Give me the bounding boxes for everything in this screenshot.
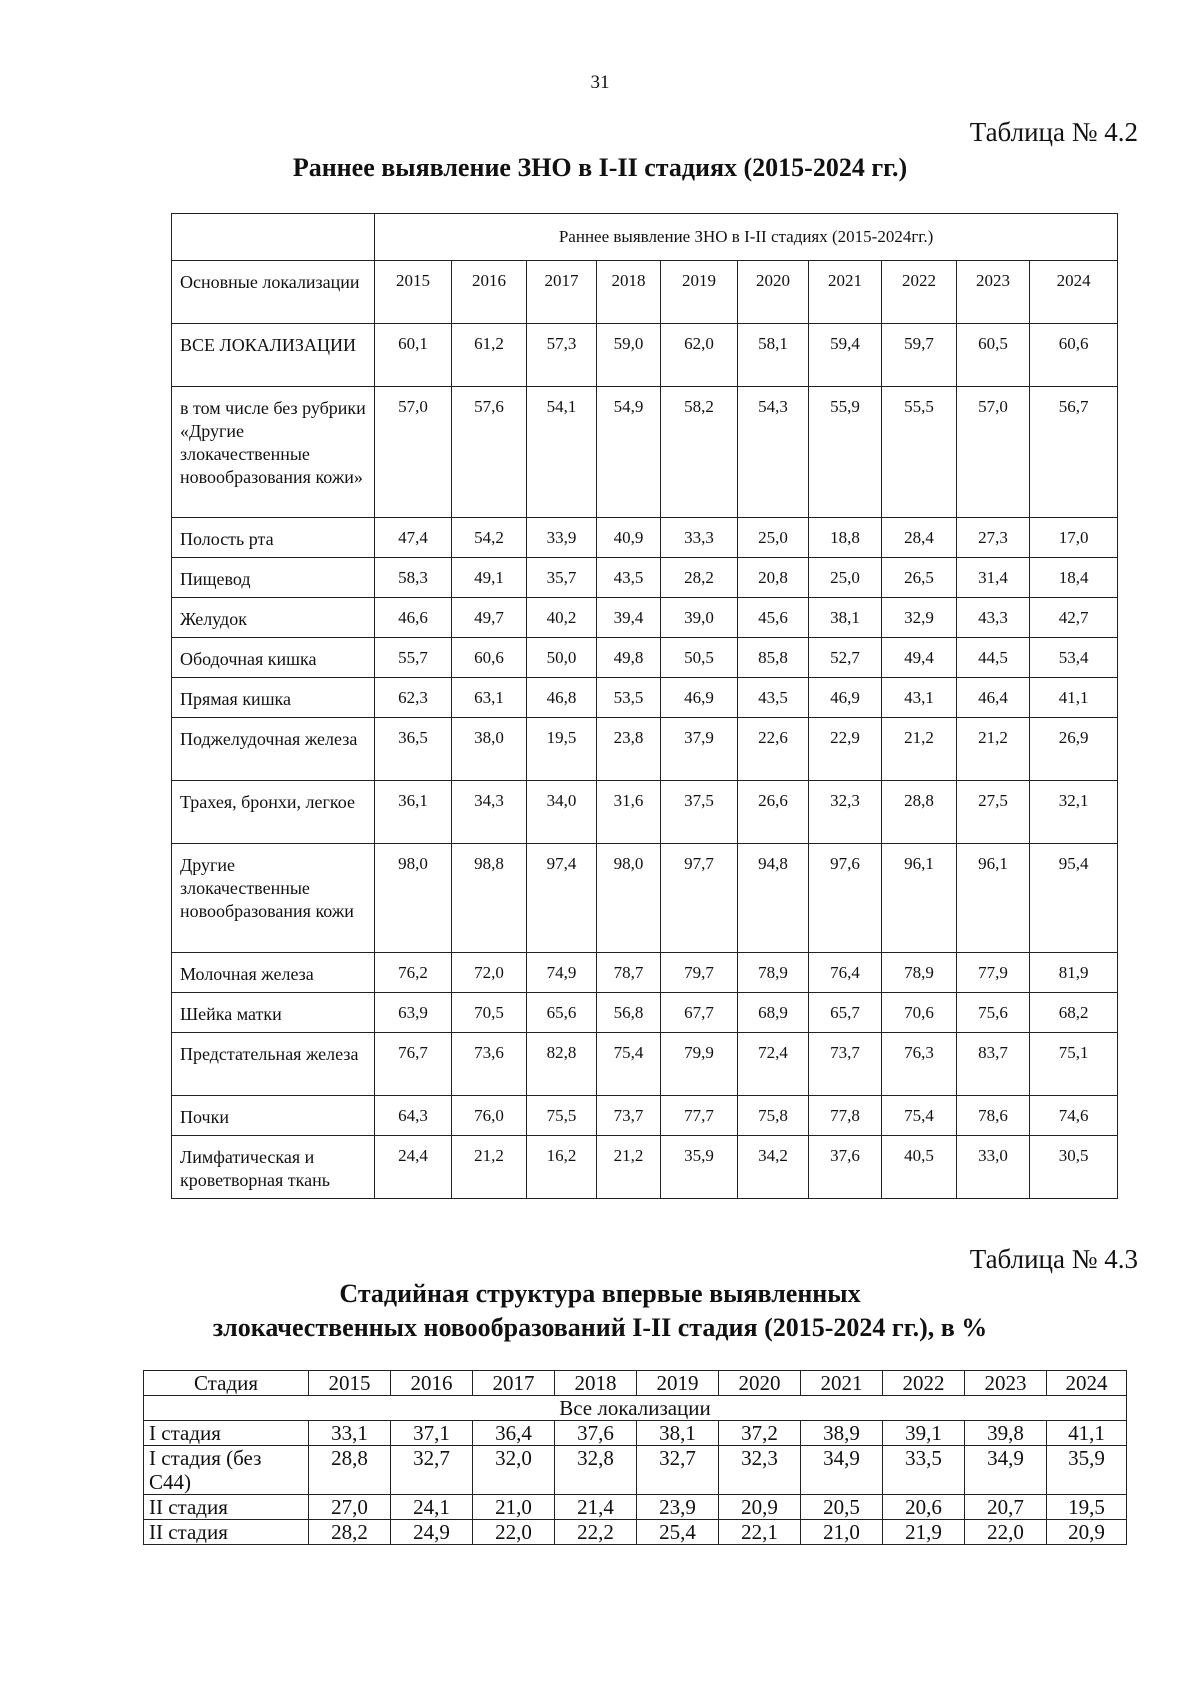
row-header-label: Основные локализации — [172, 261, 375, 324]
value-cell: 46,4 — [957, 678, 1030, 718]
value-cell: 73,6 — [452, 1033, 527, 1096]
year-header-cell: 2017 — [473, 1371, 555, 1396]
value-cell: 73,7 — [809, 1033, 882, 1096]
value-cell: 49,8 — [597, 638, 661, 678]
value-cell: 58,3 — [375, 558, 452, 598]
value-cell: 40,2 — [527, 598, 597, 638]
table-4-3 — [143, 1370, 1127, 1545]
value-cell: 32,0 — [473, 1446, 555, 1495]
value-cell: 56,8 — [597, 993, 661, 1033]
value-cell: 25,0 — [809, 558, 882, 598]
year-header-cell: 2015 — [375, 261, 452, 324]
row-label: Предстательная железа — [172, 1033, 375, 1096]
value-cell: 75,5 — [527, 1096, 597, 1136]
value-cell: 55,7 — [375, 638, 452, 678]
value-cell: 96,1 — [882, 844, 957, 953]
value-cell: 32,3 — [809, 781, 882, 844]
value-cell: 59,0 — [597, 324, 661, 387]
value-cell: 95,4 — [1030, 844, 1118, 953]
table-4-3-group-row — [144, 1396, 1127, 1421]
row-label: Другие злокачественные новообразования кожи — [172, 844, 375, 953]
value-cell: 76,2 — [375, 953, 452, 993]
value-cell: 59,7 — [882, 324, 957, 387]
value-cell: 74,9 — [527, 953, 597, 993]
value-cell: 77,9 — [957, 953, 1030, 993]
row-label: Трахея, бронхи, легкое — [172, 781, 375, 844]
value-cell: 70,6 — [882, 993, 957, 1033]
value-cell: 72,0 — [452, 953, 527, 993]
value-cell: 68,9 — [738, 993, 809, 1033]
table-row — [172, 558, 1118, 598]
table-row — [144, 1520, 1127, 1545]
value-cell: 32,9 — [882, 598, 957, 638]
year-header-cell: 2018 — [597, 261, 661, 324]
value-cell: 73,7 — [597, 1096, 661, 1136]
value-cell: 20,9 — [719, 1495, 801, 1520]
row-label: Почки — [172, 1096, 375, 1136]
value-cell: 49,7 — [452, 598, 527, 638]
value-cell: 78,7 — [597, 953, 661, 993]
value-cell: 22,9 — [809, 718, 882, 781]
value-cell: 57,6 — [452, 387, 527, 518]
value-cell: 37,6 — [809, 1136, 882, 1199]
value-cell: 76,3 — [882, 1033, 957, 1096]
value-cell: 57,0 — [375, 387, 452, 518]
table-row — [172, 1096, 1118, 1136]
year-header-cell: 2022 — [882, 261, 957, 324]
year-header-cell: 2020 — [738, 261, 809, 324]
value-cell: 21,2 — [597, 1136, 661, 1199]
value-cell: 65,6 — [527, 993, 597, 1033]
stage-label: II стадия — [144, 1495, 309, 1520]
table-row — [144, 1421, 1127, 1446]
table-row — [172, 781, 1118, 844]
value-cell: 33,3 — [661, 518, 738, 558]
value-cell: 23,9 — [637, 1495, 719, 1520]
value-cell: 21,0 — [473, 1495, 555, 1520]
value-cell: 31,4 — [957, 558, 1030, 598]
value-cell: 20,7 — [965, 1495, 1047, 1520]
table-row — [144, 1446, 1127, 1495]
value-cell: 50,0 — [527, 638, 597, 678]
row-label: Полость рта — [172, 518, 375, 558]
value-cell: 34,0 — [527, 781, 597, 844]
table-4-3-title-line1: Стадийная структура впервые выявленных — [339, 1279, 861, 1308]
value-cell: 22,6 — [738, 718, 809, 781]
value-cell: 28,2 — [661, 558, 738, 598]
table-row — [172, 1136, 1118, 1199]
year-header-cell: 2019 — [661, 261, 738, 324]
table-row — [172, 844, 1118, 953]
value-cell: 70,5 — [452, 993, 527, 1033]
value-cell: 57,3 — [527, 324, 597, 387]
value-cell: 85,8 — [738, 638, 809, 678]
value-cell: 54,3 — [738, 387, 809, 518]
table-row — [172, 598, 1118, 638]
value-cell: 54,9 — [597, 387, 661, 518]
value-cell: 75,4 — [882, 1096, 957, 1136]
value-cell: 96,1 — [957, 844, 1030, 953]
value-cell: 46,6 — [375, 598, 452, 638]
value-cell: 62,3 — [375, 678, 452, 718]
row-label: в том числе без рубрики «Другие злокачественные новообразования кожи» — [172, 387, 375, 518]
value-cell: 16,2 — [527, 1136, 597, 1199]
value-cell: 28,8 — [882, 781, 957, 844]
table-row — [172, 993, 1118, 1033]
value-cell: 45,6 — [738, 598, 809, 638]
row-label: Молочная железа — [172, 953, 375, 993]
year-header-cell: 2016 — [391, 1371, 473, 1396]
value-cell: 26,5 — [882, 558, 957, 598]
value-cell: 65,7 — [809, 993, 882, 1033]
group-label: Все локализации — [144, 1396, 1127, 1421]
value-cell: 20,8 — [738, 558, 809, 598]
value-cell: 42,7 — [1030, 598, 1118, 638]
value-cell: 30,5 — [1030, 1136, 1118, 1199]
value-cell: 59,4 — [809, 324, 882, 387]
value-cell: 40,9 — [597, 518, 661, 558]
value-cell: 22,0 — [473, 1520, 555, 1545]
value-cell: 38,1 — [809, 598, 882, 638]
table-4-2-header-row-2 — [172, 261, 1118, 324]
value-cell: 37,6 — [555, 1421, 637, 1446]
value-cell: 27,0 — [309, 1495, 391, 1520]
value-cell: 26,9 — [1030, 718, 1118, 781]
page-number: 31 — [590, 72, 610, 93]
row-label: Шейка матки — [172, 993, 375, 1033]
value-cell: 36,1 — [375, 781, 452, 844]
value-cell: 58,2 — [661, 387, 738, 518]
value-cell: 56,7 — [1030, 387, 1118, 518]
value-cell: 38,1 — [637, 1421, 719, 1446]
value-cell: 55,5 — [882, 387, 957, 518]
value-cell: 61,2 — [452, 324, 527, 387]
value-cell: 34,2 — [738, 1136, 809, 1199]
value-cell: 72,4 — [738, 1033, 809, 1096]
value-cell: 49,4 — [882, 638, 957, 678]
empty-corner-cell — [172, 214, 375, 261]
value-cell: 23,8 — [597, 718, 661, 781]
value-cell: 54,2 — [452, 518, 527, 558]
value-cell: 21,2 — [882, 718, 957, 781]
merged-header: Раннее выявление ЗНО в I-II стадиях (2015-2024гг.) — [375, 214, 1118, 261]
value-cell: 31,6 — [597, 781, 661, 844]
value-cell: 37,5 — [661, 781, 738, 844]
value-cell: 33,5 — [883, 1446, 965, 1495]
value-cell: 27,5 — [957, 781, 1030, 844]
year-header-cell: 2016 — [452, 261, 527, 324]
value-cell: 34,9 — [965, 1446, 1047, 1495]
value-cell: 76,7 — [375, 1033, 452, 1096]
value-cell: 28,4 — [882, 518, 957, 558]
value-cell: 39,8 — [965, 1421, 1047, 1446]
value-cell: 32,7 — [637, 1446, 719, 1495]
value-cell: 39,1 — [883, 1421, 965, 1446]
year-header-cell: 2020 — [719, 1371, 801, 1396]
value-cell: 27,3 — [957, 518, 1030, 558]
value-cell: 37,1 — [391, 1421, 473, 1446]
year-header-cell: 2023 — [965, 1371, 1047, 1396]
value-cell: 33,0 — [957, 1136, 1030, 1199]
value-cell: 28,8 — [309, 1446, 391, 1495]
row-label: Желудок — [172, 598, 375, 638]
value-cell: 41,1 — [1030, 678, 1118, 718]
table-row — [172, 324, 1118, 387]
table-4-2 — [171, 213, 1118, 1199]
value-cell: 74,6 — [1030, 1096, 1118, 1136]
value-cell: 37,9 — [661, 718, 738, 781]
row-label: ВСЕ ЛОКАЛИЗАЦИИ — [172, 324, 375, 387]
stage-label: II стадия — [144, 1520, 309, 1545]
year-header-cell: 2021 — [801, 1371, 883, 1396]
value-cell: 32,3 — [719, 1446, 801, 1495]
value-cell: 46,9 — [809, 678, 882, 718]
value-cell: 43,3 — [957, 598, 1030, 638]
value-cell: 54,1 — [527, 387, 597, 518]
value-cell: 62,0 — [661, 324, 738, 387]
table-4-2-title: Раннее выявление ЗНО в I-II стадиях (2015-2024 гг.) — [292, 153, 908, 182]
value-cell: 97,7 — [661, 844, 738, 953]
table-row — [172, 387, 1118, 518]
year-header-cell: 2024 — [1047, 1371, 1127, 1396]
value-cell: 19,5 — [527, 718, 597, 781]
value-cell: 97,6 — [809, 844, 882, 953]
value-cell: 21,4 — [555, 1495, 637, 1520]
value-cell: 60,6 — [452, 638, 527, 678]
value-cell: 67,7 — [661, 993, 738, 1033]
value-cell: 75,6 — [957, 993, 1030, 1033]
value-cell: 64,3 — [375, 1096, 452, 1136]
value-cell: 43,5 — [597, 558, 661, 598]
stage-label: I стадия (без С44) — [144, 1446, 309, 1495]
value-cell: 49,1 — [452, 558, 527, 598]
value-cell: 44,5 — [957, 638, 1030, 678]
value-cell: 47,4 — [375, 518, 452, 558]
value-cell: 33,9 — [527, 518, 597, 558]
value-cell: 98,8 — [452, 844, 527, 953]
value-cell: 78,9 — [738, 953, 809, 993]
year-header-cell: 2021 — [809, 261, 882, 324]
value-cell: 75,8 — [738, 1096, 809, 1136]
value-cell: 25,4 — [637, 1520, 719, 1545]
value-cell: 41,1 — [1047, 1421, 1127, 1446]
value-cell: 36,5 — [375, 718, 452, 781]
value-cell: 79,7 — [661, 953, 738, 993]
value-cell: 58,1 — [738, 324, 809, 387]
table-row — [172, 718, 1118, 781]
row-label: Лимфатическая и кроветворная ткань — [172, 1136, 375, 1199]
value-cell: 63,9 — [375, 993, 452, 1033]
value-cell: 32,7 — [391, 1446, 473, 1495]
value-cell: 36,4 — [473, 1421, 555, 1446]
value-cell: 32,8 — [555, 1446, 637, 1495]
year-header-cell: 2024 — [1030, 261, 1118, 324]
value-cell: 35,9 — [661, 1136, 738, 1199]
value-cell: 26,6 — [738, 781, 809, 844]
value-cell: 52,7 — [809, 638, 882, 678]
value-cell: 60,6 — [1030, 324, 1118, 387]
row-label: Прямая кишка — [172, 678, 375, 718]
value-cell: 53,5 — [597, 678, 661, 718]
value-cell: 17,0 — [1030, 518, 1118, 558]
row-label: Поджелудочная железа — [172, 718, 375, 781]
value-cell: 55,9 — [809, 387, 882, 518]
value-cell: 21,2 — [452, 1136, 527, 1199]
value-cell: 63,1 — [452, 678, 527, 718]
value-cell: 22,0 — [965, 1520, 1047, 1545]
value-cell: 46,9 — [661, 678, 738, 718]
row-label: Ободочная кишка — [172, 638, 375, 678]
value-cell: 76,0 — [452, 1096, 527, 1136]
value-cell: 78,6 — [957, 1096, 1030, 1136]
value-cell: 21,0 — [801, 1520, 883, 1545]
table-4-3-header-row — [144, 1371, 1127, 1396]
table-4-2-caption: Таблица № 4.2 — [969, 117, 1138, 147]
table-row — [172, 638, 1118, 678]
value-cell: 81,9 — [1030, 953, 1118, 993]
value-cell: 46,8 — [527, 678, 597, 718]
value-cell: 24,9 — [391, 1520, 473, 1545]
value-cell: 39,0 — [661, 598, 738, 638]
value-cell: 24,4 — [375, 1136, 452, 1199]
table-row — [172, 1033, 1118, 1096]
value-cell: 78,9 — [882, 953, 957, 993]
table-row — [172, 678, 1118, 718]
year-header-cell: 2018 — [555, 1371, 637, 1396]
value-cell: 24,1 — [391, 1495, 473, 1520]
value-cell: 43,5 — [738, 678, 809, 718]
value-cell: 60,1 — [375, 324, 452, 387]
table-4-3-title-line2: злокачественных новообразований I-II стадия (2015-2024 гг.), в % — [212, 1313, 988, 1342]
value-cell: 33,1 — [309, 1421, 391, 1446]
table-row — [172, 518, 1118, 558]
value-cell: 77,8 — [809, 1096, 882, 1136]
value-cell: 28,2 — [309, 1520, 391, 1545]
value-cell: 20,6 — [883, 1495, 965, 1520]
value-cell: 75,1 — [1030, 1033, 1118, 1096]
value-cell: 76,4 — [809, 953, 882, 993]
value-cell: 19,5 — [1047, 1495, 1127, 1520]
value-cell: 20,9 — [1047, 1520, 1127, 1545]
value-cell: 82,8 — [527, 1033, 597, 1096]
value-cell: 53,4 — [1030, 638, 1118, 678]
value-cell: 34,9 — [801, 1446, 883, 1495]
value-cell: 21,2 — [957, 718, 1030, 781]
value-cell: 35,9 — [1047, 1446, 1127, 1495]
value-cell: 43,1 — [882, 678, 957, 718]
value-cell: 94,8 — [738, 844, 809, 953]
value-cell: 40,5 — [882, 1136, 957, 1199]
value-cell: 60,5 — [957, 324, 1030, 387]
table-row — [144, 1495, 1127, 1520]
year-header-cell: 2022 — [883, 1371, 965, 1396]
year-header-cell: 2017 — [527, 261, 597, 324]
value-cell: 98,0 — [597, 844, 661, 953]
value-cell: 21,9 — [883, 1520, 965, 1545]
value-cell: 18,4 — [1030, 558, 1118, 598]
year-header-cell: 2019 — [637, 1371, 719, 1396]
value-cell: 68,2 — [1030, 993, 1118, 1033]
table-4-2-header-row-1 — [172, 214, 1118, 261]
table-row — [172, 953, 1118, 993]
row-label: Пищевод — [172, 558, 375, 598]
value-cell: 34,3 — [452, 781, 527, 844]
value-cell: 38,0 — [452, 718, 527, 781]
table-4-3-caption: Таблица № 4.3 — [969, 1244, 1138, 1274]
stage-label: I стадия — [144, 1421, 309, 1446]
value-cell: 75,4 — [597, 1033, 661, 1096]
value-cell: 22,1 — [719, 1520, 801, 1545]
value-cell: 37,2 — [719, 1421, 801, 1446]
stage-header: Стадия — [144, 1371, 309, 1396]
value-cell: 57,0 — [957, 387, 1030, 518]
value-cell: 79,9 — [661, 1033, 738, 1096]
value-cell: 22,2 — [555, 1520, 637, 1545]
value-cell: 25,0 — [738, 518, 809, 558]
value-cell: 98,0 — [375, 844, 452, 953]
value-cell: 83,7 — [957, 1033, 1030, 1096]
value-cell: 32,1 — [1030, 781, 1118, 844]
value-cell: 38,9 — [801, 1421, 883, 1446]
value-cell: 77,7 — [661, 1096, 738, 1136]
value-cell: 18,8 — [809, 518, 882, 558]
value-cell: 35,7 — [527, 558, 597, 598]
value-cell: 97,4 — [527, 844, 597, 953]
value-cell: 20,5 — [801, 1495, 883, 1520]
year-header-cell: 2023 — [957, 261, 1030, 324]
value-cell: 50,5 — [661, 638, 738, 678]
year-header-cell: 2015 — [309, 1371, 391, 1396]
value-cell: 39,4 — [597, 598, 661, 638]
